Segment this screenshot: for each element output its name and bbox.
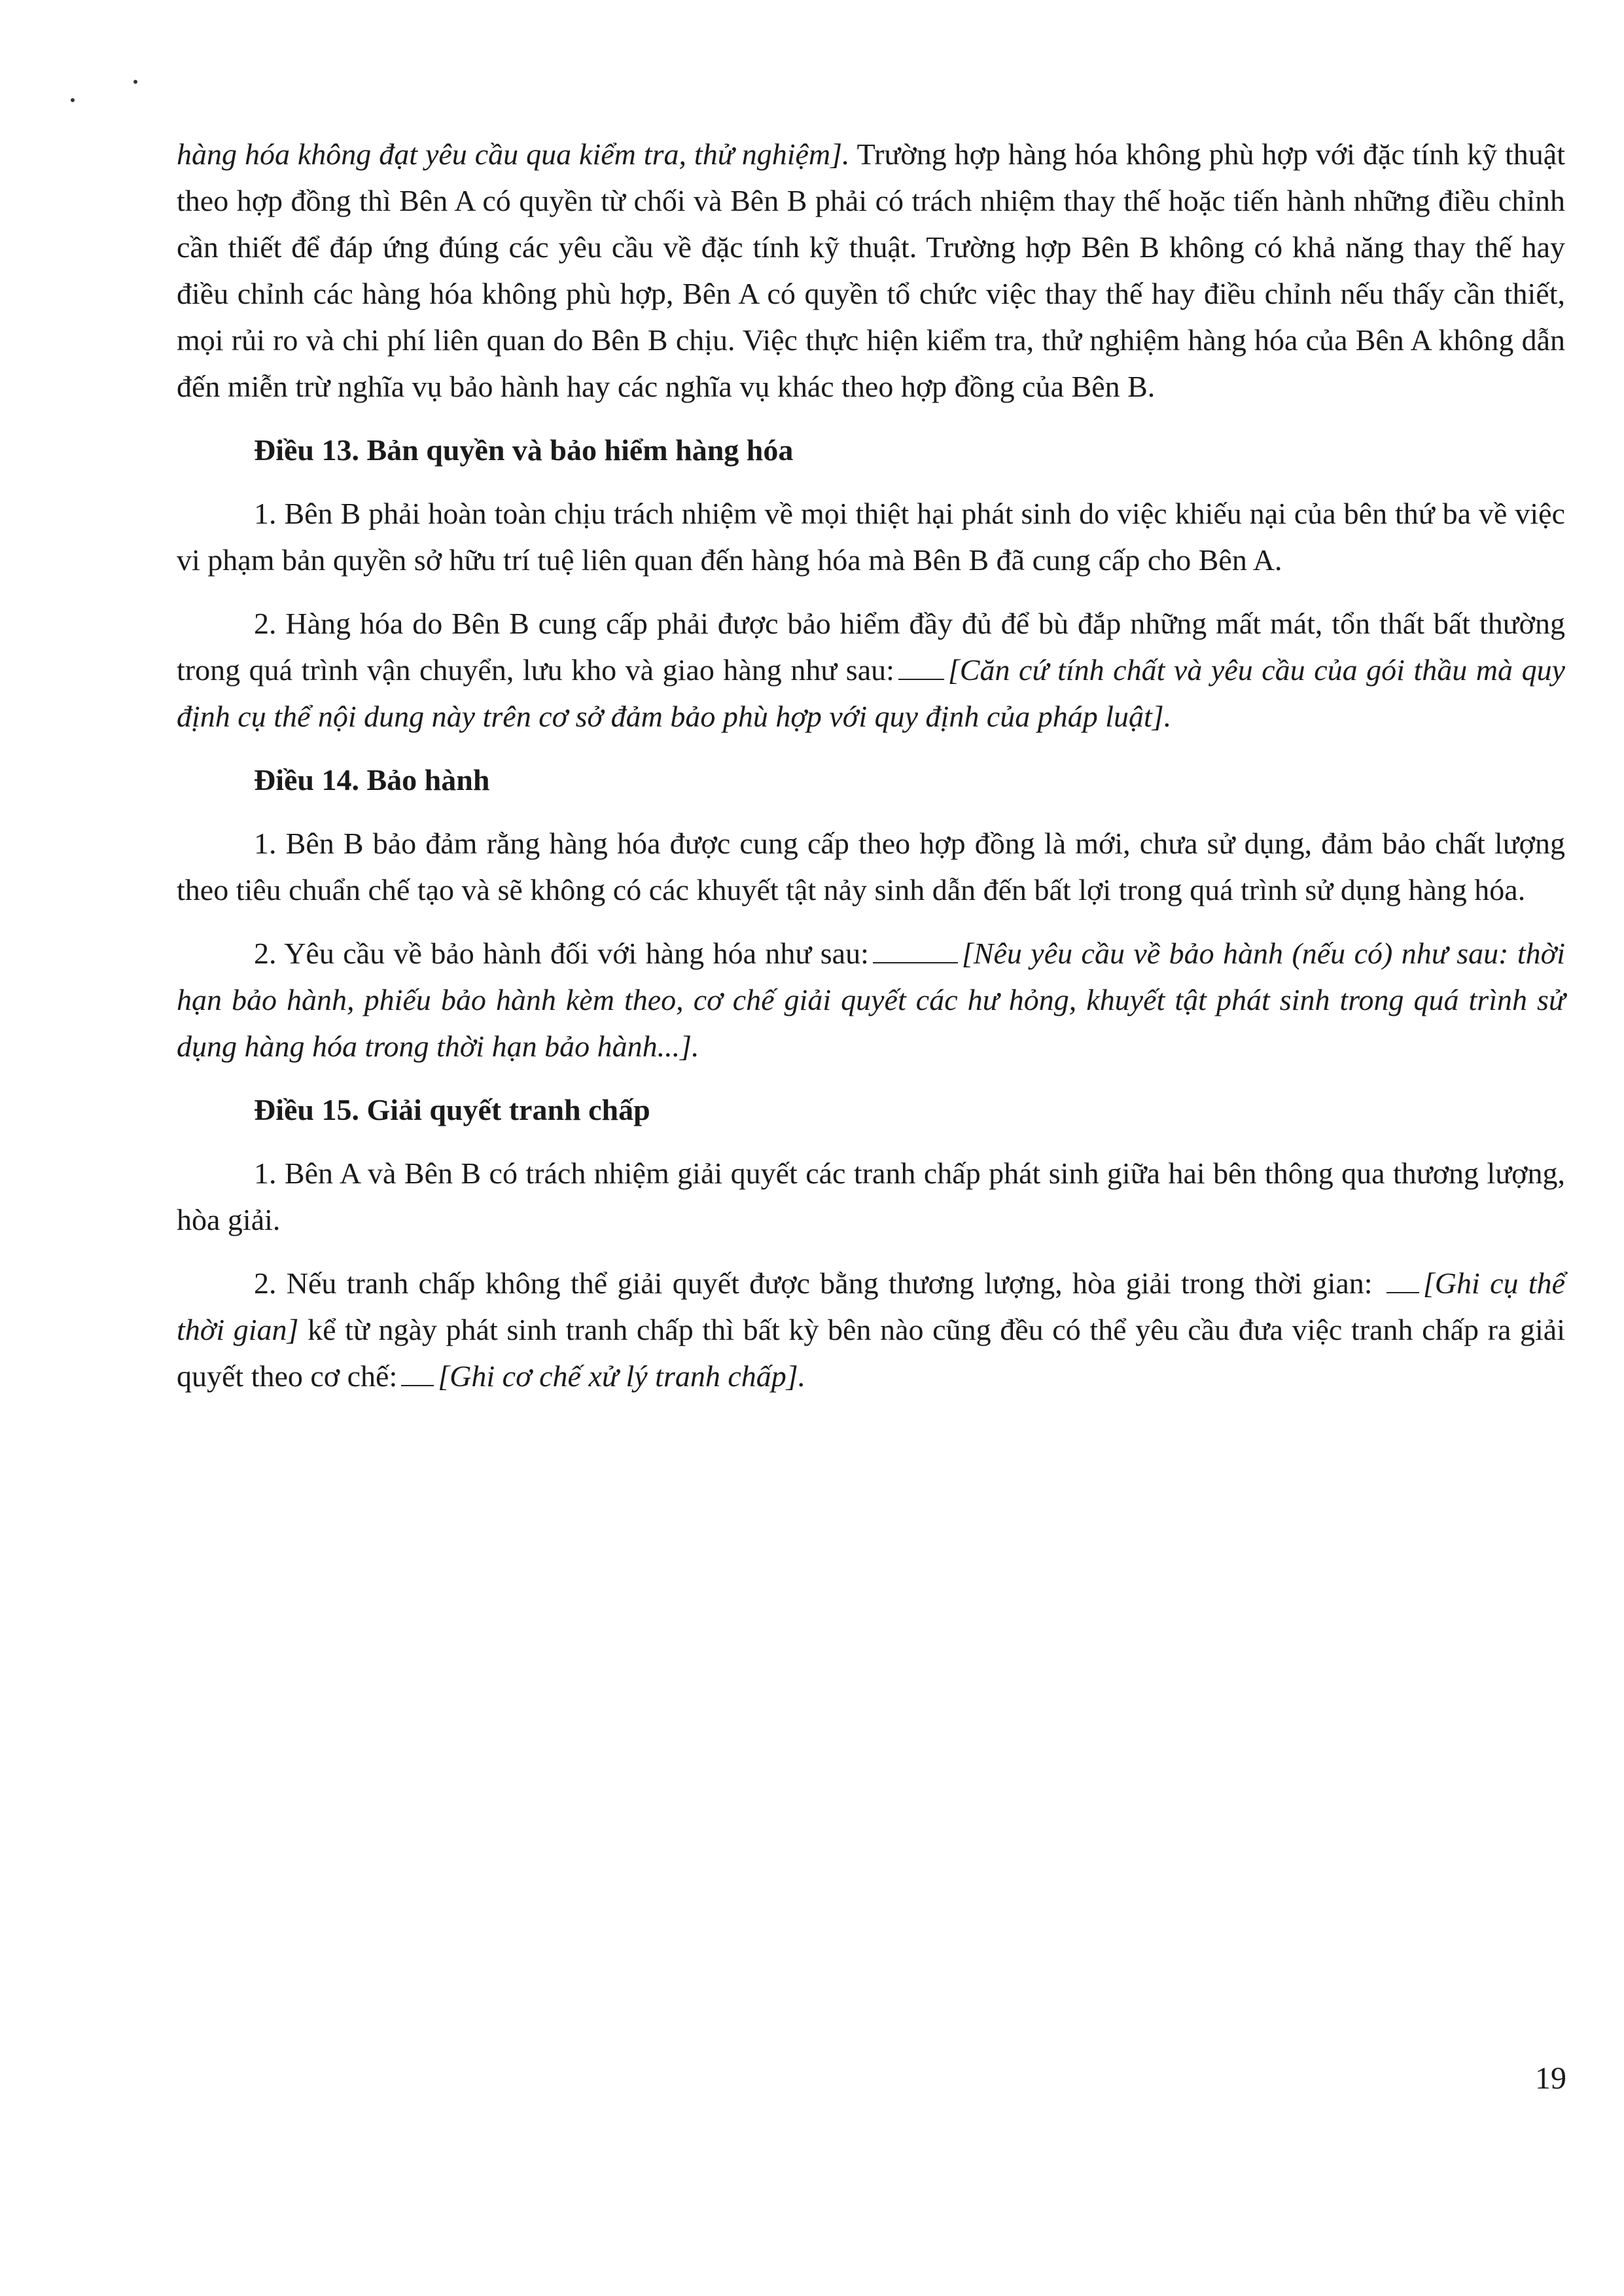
document-body xyxy=(177,131,1565,1416)
article-14-clause-2-text: 2. Yêu cầu về bảo hành đối với hàng hóa như sau: xyxy=(254,937,869,970)
intro-italic: hàng hóa không đạt yêu cầu qua kiểm tra, thử nghiệm]. xyxy=(177,137,850,171)
scan-speck xyxy=(133,80,137,84)
intro-text: Trường hợp hàng hóa không phù hợp với đặc tính kỹ thuật theo hợp đồng thì Bên A có quyền từ chối và Bên B phải có trách nhiệm thay thế hoặc tiến hành những điều chỉnh cần thiết để đáp ứng đúng các yêu cầu về đặc tính kỹ thuật. Trường hợp Bên B không có khả năng thay thế hay điều chỉnh các hàng hóa không phù hợp, Bên A có quyền tổ chức việc thay thế hay điều chỉnh nếu thấy cần thiết, mọi rủi ro và chi phí liên quan do Bên B chịu. Việc thực hiện kiểm tra, thử nghiệm hàng hóa của Bên A không dẫn đến miễn trừ nghĩa vụ bảo hành hay các nghĩa vụ khác theo hợp đồng của Bên B. xyxy=(177,137,1566,403)
article-15-heading: Điều 15. Giải quyết tranh chấp xyxy=(254,1093,650,1126)
article-13-heading: Điều 13. Bản quyền và bảo hiểm hàng hóa xyxy=(254,433,794,467)
article-14-clause-2-instruction: [Nêu yêu cầu về bảo hành (nếu có) như sau: thời hạn bảo hành, phiếu bảo hành kèm theo, cơ chế giải quyết các hư hỏng, khuyết tật phát sinh trong quá trình sử dụng hàng hóa trong thời hạn bảo hành...]. xyxy=(177,937,1566,1063)
fill-in-blank xyxy=(1386,1263,1419,1293)
article-13-clause-1: 1. Bên B phải hoàn toàn chịu trách nhiệm về mọi thiệt hại phát sinh do việc khiếu nại của bên thứ ba về việc vi phạm bản quyền sở hữu trí tuệ liên quan đến hàng hóa mà Bên B đã cung cấp cho Bên A. xyxy=(177,497,1565,577)
article-13-clause-2-text: 2. Hàng hóa do Bên B cung cấp phải được bảo hiểm đầy đủ để bù đắp những mất mát, tổn thất bất thường trong quá trình vận chuyển, lưu kho và giao hàng như sau: xyxy=(177,607,1565,687)
intro-paragraph xyxy=(177,131,1565,410)
fill-in-blank xyxy=(873,933,958,963)
fill-in-blank xyxy=(401,1356,434,1386)
article-15-clause-2-instruction-b: [Ghi cơ chế xử lý tranh chấp]. xyxy=(438,1359,806,1393)
article-15-clause-2-instruction-a: [Ghi cụ thể thời gian] xyxy=(177,1266,1565,1346)
page-number: 19 xyxy=(1535,2061,1566,2096)
article-15-clause-1: 1. Bên A và Bên B có trách nhiệm giải quyết các tranh chấp phát sinh giữa hai bên thông qua thương lượng, hòa giải. xyxy=(177,1157,1565,1236)
article-13-clause-2-instruction: [Căn cứ tính chất và yêu cầu của gói thầu mà quy định cụ thể nội dung này trên cơ sở đảm bảo phù hợp với quy định của pháp luật]. xyxy=(177,653,1565,733)
article-14-clause-1: 1. Bên B bảo đảm rằng hàng hóa được cung cấp theo hợp đồng là mới, chưa sử dụng, đảm bảo chất lượng theo tiêu chuẩn chế tạo và sẽ không có các khuyết tật nảy sinh dẫn đến bất lợi trong quá trình sử dụng hàng hóa. xyxy=(177,827,1565,906)
article-15-clause-2-text-a: 2. Nếu tranh chấp không thể giải quyết được bằng thương lượng, hòa giải trong thời gian: xyxy=(254,1266,1373,1300)
article-14-clause-2 xyxy=(177,930,1565,1069)
article-15-clause-2-text-b: kể từ ngày phát sinh tranh chấp thì bất kỳ bên nào cũng đều có thể yêu cầu đưa việc tranh chấp ra giải quyết theo cơ chế: xyxy=(177,1313,1565,1393)
scan-speck xyxy=(71,98,75,102)
article-15-clause-2 xyxy=(177,1260,1565,1399)
article-14-heading: Điều 14. Bảo hành xyxy=(254,763,490,797)
fill-in-blank xyxy=(898,650,944,680)
article-13-clause-2 xyxy=(177,600,1565,740)
